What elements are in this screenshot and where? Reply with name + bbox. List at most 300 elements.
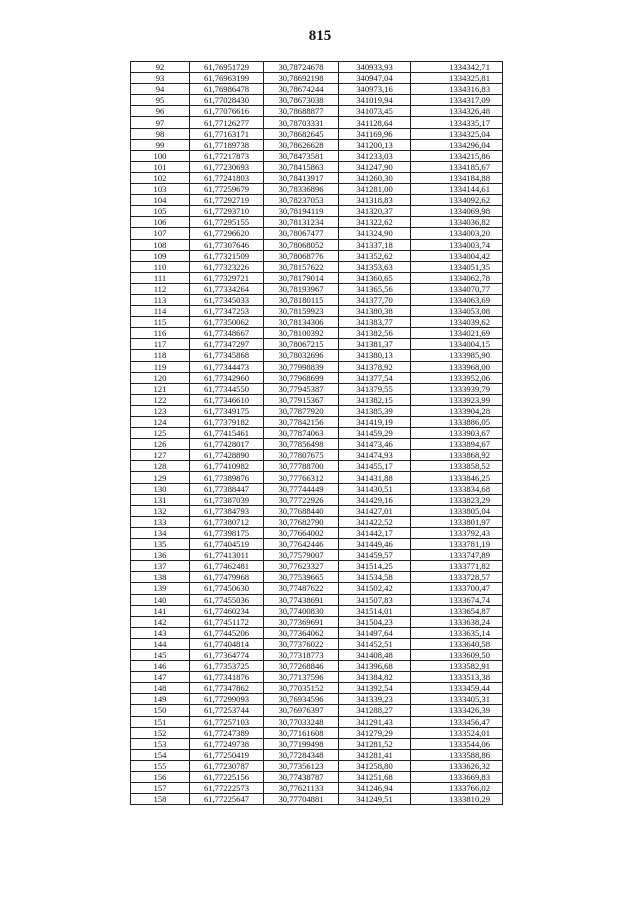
table-row	[131, 150, 503, 161]
point-number-cell: 123	[131, 405, 190, 416]
x-coordinate-cell: 341442,17	[339, 527, 411, 538]
x-coordinate-cell: 341452,51	[339, 638, 411, 649]
point-number-cell: 95	[131, 95, 190, 106]
latitude-cell: 61,77460234	[190, 605, 264, 616]
x-coordinate-cell: 341360,65	[339, 272, 411, 283]
longitude-cell: 30,77268846	[264, 661, 339, 672]
longitude-cell: 30,78193967	[264, 283, 339, 294]
x-coordinate-cell: 341324,90	[339, 228, 411, 239]
x-coordinate-cell: 341381,37	[339, 339, 411, 350]
point-number-cell: 99	[131, 139, 190, 150]
longitude-cell: 30,78688877	[264, 106, 339, 117]
latitude-cell: 61,77347862	[190, 683, 264, 694]
x-coordinate-cell: 340933,93	[339, 62, 411, 73]
table-row	[131, 62, 503, 73]
latitude-cell: 61,77344550	[190, 383, 264, 394]
x-coordinate-cell: 341419,19	[339, 417, 411, 428]
latitude-cell: 61,77349175	[190, 405, 264, 416]
y-coordinate-cell: 1333801,97	[411, 516, 503, 527]
y-coordinate-cell: 1333513,38	[411, 672, 503, 683]
y-coordinate-cell: 1333868,92	[411, 450, 503, 461]
table-row	[131, 605, 503, 616]
x-coordinate-cell: 341430,51	[339, 483, 411, 494]
table-row	[131, 361, 503, 372]
latitude-cell: 61,77387039	[190, 494, 264, 505]
point-number-cell: 119	[131, 361, 190, 372]
point-number-cell: 150	[131, 705, 190, 716]
latitude-cell: 61,77345868	[190, 350, 264, 361]
table-row	[131, 594, 503, 605]
point-number-cell: 146	[131, 661, 190, 672]
table-row	[131, 272, 503, 283]
y-coordinate-cell: 1334184,88	[411, 172, 503, 183]
longitude-cell: 30,77915367	[264, 394, 339, 405]
longitude-cell: 30,77539665	[264, 572, 339, 583]
table-row	[131, 749, 503, 760]
x-coordinate-cell: 341459,29	[339, 428, 411, 439]
y-coordinate-cell: 1333582,91	[411, 661, 503, 672]
y-coordinate-cell: 1334185,67	[411, 161, 503, 172]
longitude-cell: 30,78626628	[264, 139, 339, 150]
point-number-cell: 132	[131, 505, 190, 516]
point-number-cell: 158	[131, 794, 190, 805]
point-number-cell: 153	[131, 738, 190, 749]
longitude-cell: 30,77318773	[264, 649, 339, 660]
latitude-cell: 61,77241803	[190, 172, 264, 183]
x-coordinate-cell: 341320,37	[339, 206, 411, 217]
y-coordinate-cell: 1334326,48	[411, 106, 503, 117]
page-number: 815	[308, 28, 332, 44]
x-coordinate-cell: 341365,56	[339, 283, 411, 294]
x-coordinate-cell: 341281,52	[339, 738, 411, 749]
latitude-cell: 61,77323226	[190, 261, 264, 272]
x-coordinate-cell: 341337,18	[339, 239, 411, 250]
latitude-cell: 61,77462481	[190, 561, 264, 572]
x-coordinate-cell: 340973,16	[339, 84, 411, 95]
y-coordinate-cell: 1334053,08	[411, 306, 503, 317]
table-row	[131, 139, 503, 150]
x-coordinate-cell: 341459,57	[339, 550, 411, 561]
latitude-cell: 61,77428017	[190, 439, 264, 450]
x-coordinate-cell: 341383,77	[339, 317, 411, 328]
point-number-cell: 100	[131, 150, 190, 161]
y-coordinate-cell: 1334316,83	[411, 84, 503, 95]
longitude-cell: 30,77369691	[264, 616, 339, 627]
y-coordinate-cell: 1333858,52	[411, 461, 503, 472]
y-coordinate-cell: 1334004,15	[411, 339, 503, 350]
point-number-cell: 97	[131, 117, 190, 128]
point-number-cell: 117	[131, 339, 190, 350]
point-number-cell: 115	[131, 317, 190, 328]
point-number-cell: 140	[131, 594, 190, 605]
y-coordinate-cell: 1334039,62	[411, 317, 503, 328]
x-coordinate-cell: 341382,15	[339, 394, 411, 405]
longitude-cell: 30,77874063	[264, 428, 339, 439]
longitude-cell: 30,78724678	[264, 62, 339, 73]
longitude-cell: 30,78100392	[264, 328, 339, 339]
y-coordinate-cell: 1333846,25	[411, 472, 503, 483]
latitude-cell: 61,77347253	[190, 306, 264, 317]
table-row	[131, 450, 503, 461]
point-number-cell: 144	[131, 638, 190, 649]
latitude-cell: 61,77428890	[190, 450, 264, 461]
y-coordinate-cell: 1334069,98	[411, 206, 503, 217]
latitude-cell: 61,77163171	[190, 128, 264, 139]
table-row	[131, 572, 503, 583]
x-coordinate-cell: 341396,68	[339, 661, 411, 672]
y-coordinate-cell: 1333952,06	[411, 372, 503, 383]
y-coordinate-cell: 1333810,29	[411, 794, 503, 805]
x-coordinate-cell: 341352,62	[339, 250, 411, 261]
x-coordinate-cell: 341384,82	[339, 672, 411, 683]
y-coordinate-cell: 1334051,35	[411, 261, 503, 272]
point-number-cell: 108	[131, 239, 190, 250]
table-body	[131, 62, 503, 805]
latitude-cell: 61,77293710	[190, 206, 264, 217]
longitude-cell: 30,77400830	[264, 605, 339, 616]
table-row	[131, 372, 503, 383]
x-coordinate-cell: 341353,63	[339, 261, 411, 272]
point-number-cell: 139	[131, 583, 190, 594]
table-row	[131, 627, 503, 638]
x-coordinate-cell: 341291,43	[339, 716, 411, 727]
table-row	[131, 73, 503, 84]
x-coordinate-cell: 341429,16	[339, 494, 411, 505]
point-number-cell: 138	[131, 572, 190, 583]
y-coordinate-cell: 1333459,44	[411, 683, 503, 694]
point-number-cell: 104	[131, 195, 190, 206]
table-row	[131, 117, 503, 128]
latitude-cell: 61,77225647	[190, 794, 264, 805]
longitude-cell: 30,76934596	[264, 694, 339, 705]
longitude-cell: 30,78682645	[264, 128, 339, 139]
longitude-cell: 30,78194119	[264, 206, 339, 217]
table-row	[131, 317, 503, 328]
point-number-cell: 136	[131, 550, 190, 561]
x-coordinate-cell: 341318,83	[339, 195, 411, 206]
table-row	[131, 417, 503, 428]
longitude-cell: 30,77945387	[264, 383, 339, 394]
longitude-cell: 30,77199498	[264, 738, 339, 749]
x-coordinate-cell: 341392,54	[339, 683, 411, 694]
x-coordinate-cell: 341534,58	[339, 572, 411, 583]
x-coordinate-cell: 341247,90	[339, 161, 411, 172]
longitude-cell: 30,78673038	[264, 95, 339, 106]
longitude-cell: 30,77664002	[264, 527, 339, 538]
y-coordinate-cell: 1334325,04	[411, 128, 503, 139]
table-row	[131, 705, 503, 716]
latitude-cell: 61,76951729	[190, 62, 264, 73]
latitude-cell: 61,77415461	[190, 428, 264, 439]
latitude-cell: 61,77364774	[190, 649, 264, 660]
point-number-cell: 96	[131, 106, 190, 117]
table-row	[131, 694, 503, 705]
latitude-cell: 61,77321509	[190, 250, 264, 261]
point-number-cell: 110	[131, 261, 190, 272]
y-coordinate-cell: 1333894,67	[411, 439, 503, 450]
latitude-cell: 61,77455036	[190, 594, 264, 605]
table-row	[131, 261, 503, 272]
y-coordinate-cell: 1333968,00	[411, 361, 503, 372]
point-number-cell: 121	[131, 383, 190, 394]
longitude-cell: 30,78180115	[264, 294, 339, 305]
table-row	[131, 128, 503, 139]
y-coordinate-cell: 1333792,43	[411, 527, 503, 538]
y-coordinate-cell: 1333771,82	[411, 561, 503, 572]
table-row	[131, 250, 503, 261]
longitude-cell: 30,77438691	[264, 594, 339, 605]
longitude-cell: 30,77807675	[264, 450, 339, 461]
table-row	[131, 505, 503, 516]
table-row	[131, 439, 503, 450]
longitude-cell: 30,77704881	[264, 794, 339, 805]
longitude-cell: 30,77766312	[264, 472, 339, 483]
x-coordinate-cell: 341502,42	[339, 583, 411, 594]
table-row	[131, 339, 503, 350]
longitude-cell: 30,77968699	[264, 372, 339, 383]
y-coordinate-cell: 1333456,47	[411, 716, 503, 727]
y-coordinate-cell: 1333886,05	[411, 417, 503, 428]
y-coordinate-cell: 1334335,17	[411, 117, 503, 128]
x-coordinate-cell: 341427,01	[339, 505, 411, 516]
longitude-cell: 30,77033248	[264, 716, 339, 727]
latitude-cell: 61,77296620	[190, 228, 264, 239]
latitude-cell: 61,77342960	[190, 372, 264, 383]
point-number-cell: 142	[131, 616, 190, 627]
table-row	[131, 494, 503, 505]
y-coordinate-cell: 1333985,90	[411, 350, 503, 361]
latitude-cell: 61,77384793	[190, 505, 264, 516]
table-row	[131, 350, 503, 361]
point-number-cell: 101	[131, 161, 190, 172]
table-row	[131, 783, 503, 794]
latitude-cell: 61,77230693	[190, 161, 264, 172]
longitude-cell: 30,77842156	[264, 417, 339, 428]
x-coordinate-cell: 341514,25	[339, 561, 411, 572]
point-number-cell: 114	[131, 306, 190, 317]
table-row	[131, 306, 503, 317]
latitude-cell: 61,77028430	[190, 95, 264, 106]
y-coordinate-cell: 1333638,24	[411, 616, 503, 627]
table-row	[131, 239, 503, 250]
y-coordinate-cell: 1333834,68	[411, 483, 503, 494]
longitude-cell: 30,77376022	[264, 638, 339, 649]
point-number-cell: 103	[131, 184, 190, 195]
latitude-cell: 61,77344473	[190, 361, 264, 372]
point-number-cell: 157	[131, 783, 190, 794]
table-row	[131, 84, 503, 95]
y-coordinate-cell: 1333544,06	[411, 738, 503, 749]
x-coordinate-cell: 341382,56	[339, 328, 411, 339]
x-coordinate-cell: 341408,48	[339, 649, 411, 660]
latitude-cell: 61,77413011	[190, 550, 264, 561]
point-number-cell: 116	[131, 328, 190, 339]
point-number-cell: 147	[131, 672, 190, 683]
table-row	[131, 206, 503, 217]
longitude-cell: 30,78131234	[264, 217, 339, 228]
x-coordinate-cell: 341380,38	[339, 306, 411, 317]
table-row	[131, 106, 503, 117]
point-number-cell: 130	[131, 483, 190, 494]
x-coordinate-cell: 341279,29	[339, 727, 411, 738]
y-coordinate-cell: 1333626,32	[411, 760, 503, 771]
table-row	[131, 638, 503, 649]
table-row	[131, 561, 503, 572]
longitude-cell: 30,78674244	[264, 84, 339, 95]
x-coordinate-cell: 341474,93	[339, 450, 411, 461]
table-row	[131, 328, 503, 339]
y-coordinate-cell: 1333781,19	[411, 539, 503, 550]
longitude-cell: 30,77877920	[264, 405, 339, 416]
longitude-cell: 30,76976397	[264, 705, 339, 716]
x-coordinate-cell: 341377,54	[339, 372, 411, 383]
y-coordinate-cell: 1333674,74	[411, 594, 503, 605]
table-row	[131, 672, 503, 683]
point-number-cell: 105	[131, 206, 190, 217]
latitude-cell: 61,77295155	[190, 217, 264, 228]
point-number-cell: 143	[131, 627, 190, 638]
latitude-cell: 61,77292719	[190, 195, 264, 206]
coordinates-table	[130, 61, 503, 805]
latitude-cell: 61,77076616	[190, 106, 264, 117]
longitude-cell: 30,78067215	[264, 339, 339, 350]
x-coordinate-cell: 341497,64	[339, 627, 411, 638]
x-coordinate-cell: 341514,01	[339, 605, 411, 616]
latitude-cell: 61,77347297	[190, 339, 264, 350]
table-row	[131, 217, 503, 228]
y-coordinate-cell: 1334092,62	[411, 195, 503, 206]
table-row	[131, 516, 503, 527]
y-coordinate-cell: 1334003,74	[411, 239, 503, 250]
x-coordinate-cell: 341258,80	[339, 760, 411, 771]
longitude-cell: 30,77161608	[264, 727, 339, 738]
point-number-cell: 118	[131, 350, 190, 361]
point-number-cell: 155	[131, 760, 190, 771]
point-number-cell: 98	[131, 128, 190, 139]
table-row	[131, 472, 503, 483]
x-coordinate-cell: 341339,23	[339, 694, 411, 705]
latitude-cell: 61,77307646	[190, 239, 264, 250]
point-number-cell: 148	[131, 683, 190, 694]
latitude-cell: 61,77257103	[190, 716, 264, 727]
longitude-cell: 30,77744449	[264, 483, 339, 494]
latitude-cell: 61,77404519	[190, 539, 264, 550]
latitude-cell: 61,77217873	[190, 150, 264, 161]
y-coordinate-cell: 1333669,83	[411, 772, 503, 783]
latitude-cell: 61,77334264	[190, 283, 264, 294]
y-coordinate-cell: 1334036,82	[411, 217, 503, 228]
latitude-cell: 61,77346610	[190, 394, 264, 405]
point-number-cell: 128	[131, 461, 190, 472]
longitude-cell: 30,78032696	[264, 350, 339, 361]
table-row	[131, 283, 503, 294]
y-coordinate-cell: 1333700,47	[411, 583, 503, 594]
latitude-cell: 61,77388447	[190, 483, 264, 494]
latitude-cell: 61,77451172	[190, 616, 264, 627]
latitude-cell: 61,77299093	[190, 694, 264, 705]
point-number-cell: 137	[131, 561, 190, 572]
table-row	[131, 461, 503, 472]
x-coordinate-cell: 341281,41	[339, 749, 411, 760]
latitude-cell: 61,77329721	[190, 272, 264, 283]
table-row	[131, 228, 503, 239]
latitude-cell: 61,77253744	[190, 705, 264, 716]
longitude-cell: 30,77788700	[264, 461, 339, 472]
longitude-cell: 30,78473581	[264, 150, 339, 161]
x-coordinate-cell: 341233,03	[339, 150, 411, 161]
latitude-cell: 61,76986478	[190, 84, 264, 95]
x-coordinate-cell: 341288,27	[339, 705, 411, 716]
point-number-cell: 106	[131, 217, 190, 228]
latitude-cell: 61,77250419	[190, 749, 264, 760]
point-number-cell: 122	[131, 394, 190, 405]
point-number-cell: 156	[131, 772, 190, 783]
y-coordinate-cell: 1334003,20	[411, 228, 503, 239]
y-coordinate-cell: 1333939,79	[411, 383, 503, 394]
longitude-cell: 30,77487622	[264, 583, 339, 594]
longitude-cell: 30,78336896	[264, 184, 339, 195]
longitude-cell: 30,77856498	[264, 439, 339, 450]
table-row	[131, 727, 503, 738]
x-coordinate-cell: 341019,94	[339, 95, 411, 106]
point-number-cell: 149	[131, 694, 190, 705]
latitude-cell: 61,77445206	[190, 627, 264, 638]
point-number-cell: 94	[131, 84, 190, 95]
x-coordinate-cell: 340947,04	[339, 73, 411, 84]
latitude-cell: 61,77380712	[190, 516, 264, 527]
latitude-cell: 61,77350062	[190, 317, 264, 328]
table-row	[131, 161, 503, 172]
point-number-cell: 125	[131, 428, 190, 439]
y-coordinate-cell: 1333923,99	[411, 394, 503, 405]
latitude-cell: 61,77189738	[190, 139, 264, 150]
y-coordinate-cell: 1334317,09	[411, 95, 503, 106]
table-row	[131, 95, 503, 106]
point-number-cell: 134	[131, 527, 190, 538]
x-coordinate-cell: 341251,68	[339, 772, 411, 783]
x-coordinate-cell: 341128,64	[339, 117, 411, 128]
point-number-cell: 126	[131, 439, 190, 450]
point-number-cell: 93	[131, 73, 190, 84]
table-row	[131, 772, 503, 783]
y-coordinate-cell: 1333635,14	[411, 627, 503, 638]
longitude-cell: 30,78237053	[264, 195, 339, 206]
y-coordinate-cell: 1334325,81	[411, 73, 503, 84]
latitude-cell: 61,77389876	[190, 472, 264, 483]
table-row	[131, 483, 503, 494]
y-coordinate-cell: 1333524,01	[411, 727, 503, 738]
longitude-cell: 30,77642446	[264, 539, 339, 550]
longitude-cell: 30,77623327	[264, 561, 339, 572]
point-number-cell: 133	[131, 516, 190, 527]
longitude-cell: 30,77438787	[264, 772, 339, 783]
y-coordinate-cell: 1334342,71	[411, 62, 503, 73]
point-number-cell: 154	[131, 749, 190, 760]
latitude-cell: 61,77259679	[190, 184, 264, 195]
x-coordinate-cell: 341249,51	[339, 794, 411, 805]
point-number-cell: 141	[131, 605, 190, 616]
y-coordinate-cell: 1334021,69	[411, 328, 503, 339]
longitude-cell: 30,77579007	[264, 550, 339, 561]
longitude-cell: 30,77621133	[264, 783, 339, 794]
point-number-cell: 124	[131, 417, 190, 428]
longitude-cell: 30,78413917	[264, 172, 339, 183]
y-coordinate-cell: 1334004,42	[411, 250, 503, 261]
x-coordinate-cell: 341246,94	[339, 783, 411, 794]
latitude-cell: 61,77225156	[190, 772, 264, 783]
x-coordinate-cell: 341380,13	[339, 350, 411, 361]
point-number-cell: 107	[131, 228, 190, 239]
